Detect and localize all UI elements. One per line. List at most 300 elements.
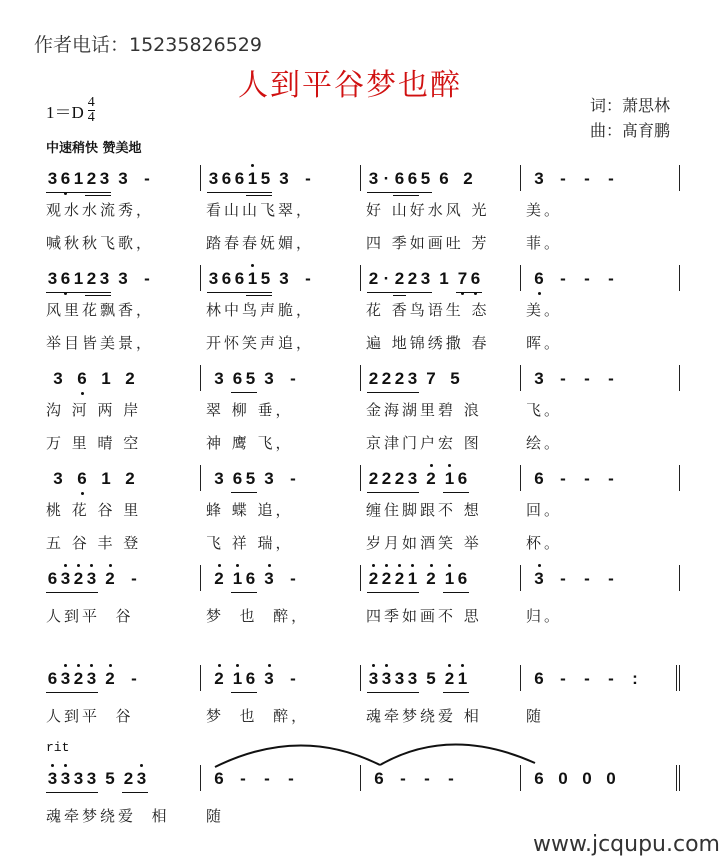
note-digit: 2 xyxy=(426,469,436,488)
note-digit: 3 xyxy=(99,269,110,288)
lyricist: 词：萧思林 xyxy=(590,96,671,115)
note xyxy=(527,469,551,491)
note-digit: - xyxy=(584,369,590,388)
lyric: 喊秋秋飞歌， xyxy=(46,234,155,252)
note-digit: - xyxy=(584,569,590,588)
system xyxy=(40,365,690,457)
note xyxy=(551,269,575,291)
note-digit: 2 xyxy=(444,669,455,688)
octave-dot xyxy=(448,564,451,567)
lyric: 梦 也 醉， xyxy=(206,707,310,725)
note xyxy=(231,669,244,691)
note xyxy=(85,269,98,291)
note-digit: 3 xyxy=(264,669,274,688)
note-digit: 3 xyxy=(118,269,128,288)
note xyxy=(59,769,72,791)
note-digit: 2 xyxy=(381,369,392,388)
note-digit: 1 xyxy=(232,569,243,588)
note xyxy=(207,269,220,291)
note xyxy=(220,269,233,291)
note xyxy=(575,669,599,691)
note xyxy=(551,369,575,391)
octave-dot xyxy=(372,664,375,667)
note xyxy=(231,569,244,591)
lyric: 金海湖里碧 浪 xyxy=(366,401,482,419)
lyric: 晖。 xyxy=(526,334,563,352)
note-digit: 6 xyxy=(374,769,384,788)
lyric: 梦 也 醉， xyxy=(206,607,310,625)
note-digit: · xyxy=(383,169,390,188)
note-digit: 2 xyxy=(463,169,473,188)
note xyxy=(46,369,70,391)
note-digit: 5 xyxy=(105,769,115,788)
note-digit: 3 xyxy=(407,669,418,688)
measure xyxy=(40,665,200,691)
note xyxy=(244,569,257,591)
note-digit: 2 xyxy=(86,169,97,188)
note xyxy=(456,569,469,591)
note-digit: 0 xyxy=(606,769,616,788)
note xyxy=(527,369,551,391)
note-digit: 3 xyxy=(53,369,63,388)
octave-dot xyxy=(251,164,254,167)
note-digit: : xyxy=(632,669,638,688)
note-digit: 6 xyxy=(77,469,87,488)
note xyxy=(231,469,244,491)
octave-dot xyxy=(109,664,112,667)
measure xyxy=(360,565,520,591)
octave-dot xyxy=(90,564,93,567)
note xyxy=(551,469,575,491)
note xyxy=(259,269,272,291)
lyric: 魂牵梦绕爱 相 xyxy=(46,807,170,825)
lyric: 观水水流秀， xyxy=(46,201,155,219)
note xyxy=(85,569,98,591)
note-digit: 3 xyxy=(264,369,274,388)
note xyxy=(296,269,320,291)
note-digit: 1 xyxy=(247,269,258,288)
lyric: 四 季如画吐 芳 xyxy=(366,234,490,252)
note-digit: 3 xyxy=(47,269,58,288)
note xyxy=(575,769,599,791)
lyric: 翠 柳 垂， xyxy=(206,401,294,419)
measure xyxy=(360,365,520,391)
note-digit: 2 xyxy=(214,669,224,688)
note xyxy=(72,169,85,191)
note xyxy=(118,469,142,491)
measure xyxy=(360,665,520,691)
note-digit: 3 xyxy=(99,169,110,188)
note-digit: 1 xyxy=(407,569,418,588)
note-digit: 5 xyxy=(450,369,460,388)
note-digit: 2 xyxy=(105,669,115,688)
note-digit: 6 xyxy=(60,269,71,288)
octave-dot xyxy=(77,564,80,567)
measure xyxy=(200,365,360,391)
tie xyxy=(215,745,380,767)
note xyxy=(233,169,246,191)
note xyxy=(257,369,281,391)
note-digit: 6 xyxy=(214,769,224,788)
note xyxy=(551,769,575,791)
note xyxy=(207,569,231,591)
note xyxy=(380,369,393,391)
note-digit: 3 xyxy=(118,169,128,188)
note xyxy=(122,669,146,691)
note xyxy=(367,769,391,791)
octave-dot xyxy=(474,292,477,295)
note-digit: - xyxy=(290,669,296,688)
lyric: 遍 地锦绣撒 春 xyxy=(366,334,490,352)
note xyxy=(439,769,463,791)
song-title: 人到平谷梦也醉 xyxy=(238,68,462,103)
note-digit: - xyxy=(584,269,590,288)
note-digit: 1 xyxy=(232,669,243,688)
note-digit: 2 xyxy=(381,569,392,588)
note-digit: 3 xyxy=(60,769,71,788)
note-digit: - xyxy=(584,169,590,188)
lyric: 绘。 xyxy=(526,434,563,452)
system xyxy=(40,765,690,830)
note xyxy=(246,169,259,191)
note xyxy=(244,469,257,491)
note-digit: 3 xyxy=(264,569,274,588)
note-digit: - xyxy=(608,269,614,288)
note-digit: - xyxy=(584,469,590,488)
note xyxy=(59,269,72,291)
note-digit: 6 xyxy=(245,669,256,688)
note xyxy=(469,269,482,291)
note-digit: 2 xyxy=(426,569,436,588)
measure xyxy=(200,465,360,491)
measure xyxy=(40,365,200,391)
lyric: 岁月如酒笑 举 xyxy=(366,534,482,552)
note xyxy=(72,669,85,691)
note xyxy=(72,569,85,591)
note xyxy=(527,769,551,791)
tempo-marking: 中速稍快 赞美地 xyxy=(46,141,142,156)
lyric: 缠住脚跟不 想 xyxy=(366,501,482,519)
note xyxy=(244,369,257,391)
lyric: 桃 花 谷 里 xyxy=(46,501,142,519)
note-digit: 2 xyxy=(86,269,97,288)
octave-dot xyxy=(90,664,93,667)
staff xyxy=(40,165,690,191)
octave-dot xyxy=(236,564,239,567)
measure xyxy=(520,565,680,591)
note xyxy=(575,569,599,591)
lyrics-row xyxy=(40,332,690,357)
note-digit: 1 xyxy=(247,169,258,188)
key-signature xyxy=(46,96,95,125)
note-digit: 3 xyxy=(381,669,392,688)
lyric: 蜂 蝶 追， xyxy=(206,501,294,519)
note-digit: 3 xyxy=(47,769,58,788)
lyric: 万 里 晴 空 xyxy=(46,434,142,452)
note-digit: 6 xyxy=(234,169,245,188)
note xyxy=(46,169,59,191)
note xyxy=(406,669,419,691)
note-digit: 6 xyxy=(439,169,449,188)
lyrics-row xyxy=(40,199,690,224)
note xyxy=(380,569,393,591)
note-digit: 2 xyxy=(368,269,379,288)
note-digit: - xyxy=(305,169,311,188)
credits xyxy=(590,93,670,143)
note-digit: 0 xyxy=(582,769,592,788)
octave-dot xyxy=(448,664,451,667)
ritardando-marking: rit xyxy=(46,740,70,755)
note xyxy=(281,469,305,491)
lyric: 花 香鸟语生 态 xyxy=(366,301,490,319)
octave-dot xyxy=(398,564,401,567)
note xyxy=(456,669,469,691)
octave-dot xyxy=(385,664,388,667)
note xyxy=(46,569,59,591)
note xyxy=(255,769,279,791)
note-digit: - xyxy=(305,269,311,288)
note xyxy=(85,669,98,691)
note xyxy=(367,369,380,391)
lyric: 四季如画不 思 xyxy=(366,607,482,625)
note-digit: - xyxy=(400,769,406,788)
note xyxy=(257,569,281,591)
staff xyxy=(40,665,690,691)
lyrics-row xyxy=(40,805,690,830)
note xyxy=(443,569,456,591)
note xyxy=(456,469,469,491)
note xyxy=(85,169,98,191)
note xyxy=(220,169,233,191)
note-digit: 3 xyxy=(407,369,418,388)
note-digit: 3 xyxy=(279,169,289,188)
note xyxy=(135,169,159,191)
measure xyxy=(360,265,520,291)
note-digit: 3 xyxy=(534,169,544,188)
lyric: 飞。 xyxy=(526,401,563,419)
lyric: 开怀笑声追， xyxy=(206,334,315,352)
staff xyxy=(40,365,690,391)
note-digit: 3 xyxy=(534,569,544,588)
note xyxy=(406,169,419,191)
note xyxy=(380,169,393,191)
measure xyxy=(360,765,520,791)
measure xyxy=(40,565,200,591)
lyric: 菲。 xyxy=(526,234,563,252)
note xyxy=(575,369,599,391)
note-digit: 6 xyxy=(232,469,243,488)
lyrics-row xyxy=(40,705,690,730)
note-digit: 2 xyxy=(123,769,134,788)
octave-dot xyxy=(430,464,433,467)
note-digit: 6 xyxy=(245,569,256,588)
octave-dot xyxy=(81,492,84,495)
lyric: 举目皆美景， xyxy=(46,334,155,352)
note-digit: 6 xyxy=(234,269,245,288)
lyric: 人到平 谷 xyxy=(46,607,134,625)
lyric: 看山山飞翠， xyxy=(206,201,315,219)
system xyxy=(40,165,690,257)
note-digit: 3 xyxy=(86,569,97,588)
note-digit: 2 xyxy=(368,569,379,588)
note xyxy=(456,269,469,291)
note-digit: 3 xyxy=(86,669,97,688)
note xyxy=(380,269,393,291)
note-digit: 1 xyxy=(101,369,111,388)
lyric: 杯。 xyxy=(526,534,563,552)
note-digit: 3 xyxy=(60,669,71,688)
note xyxy=(551,669,575,691)
note xyxy=(599,569,623,591)
note-digit: 3 xyxy=(73,769,84,788)
time-bottom: 4 xyxy=(87,110,95,125)
note xyxy=(575,169,599,191)
note-digit: - xyxy=(560,369,566,388)
note-digit: 5 xyxy=(420,169,431,188)
note-digit: 1 xyxy=(73,269,84,288)
octave-dot xyxy=(64,564,67,567)
note xyxy=(46,469,70,491)
note xyxy=(94,369,118,391)
note-digit: 6 xyxy=(534,469,544,488)
note-digit: 6 xyxy=(534,269,544,288)
watermark: www.jcqupu.com xyxy=(533,832,720,857)
octave-dot xyxy=(372,564,375,567)
note xyxy=(122,569,146,591)
measure xyxy=(40,465,200,491)
lyric: 回。 xyxy=(526,501,563,519)
octave-dot xyxy=(385,564,388,567)
note xyxy=(406,469,419,491)
note-digit: 3 xyxy=(214,469,224,488)
lyric: 归。 xyxy=(526,607,563,625)
note-digit: 5 xyxy=(260,169,271,188)
note-digit: 2 xyxy=(394,269,405,288)
time-signature xyxy=(88,96,95,125)
note-digit: 6 xyxy=(470,269,481,288)
note-digit: 6 xyxy=(47,569,58,588)
note xyxy=(432,269,456,291)
note-digit: 2 xyxy=(394,369,405,388)
note xyxy=(527,669,551,691)
lyric: 风里花飘香， xyxy=(46,301,155,319)
note-digit: 0 xyxy=(558,769,568,788)
note-digit: 3 xyxy=(368,169,379,188)
note xyxy=(367,169,380,191)
note-digit: - xyxy=(131,669,137,688)
note-digit: 3 xyxy=(279,269,289,288)
note-digit: 6 xyxy=(534,769,544,788)
octave-dot xyxy=(64,292,67,295)
octave-dot xyxy=(51,764,54,767)
note-digit: 2 xyxy=(368,469,379,488)
note xyxy=(623,669,647,691)
note-digit: 6 xyxy=(534,669,544,688)
octave-dot xyxy=(109,564,112,567)
note xyxy=(281,669,305,691)
note xyxy=(415,769,439,791)
note xyxy=(419,469,443,491)
note xyxy=(231,769,255,791)
note xyxy=(98,769,122,791)
note xyxy=(391,769,415,791)
note xyxy=(419,269,432,291)
measure xyxy=(40,765,200,791)
lyric: 踏春春妩媚， xyxy=(206,234,315,252)
note xyxy=(393,369,406,391)
composer: 曲：髙育鹏 xyxy=(590,121,671,140)
note xyxy=(207,469,231,491)
note xyxy=(367,669,380,691)
note-digit: 3 xyxy=(407,469,418,488)
octave-dot xyxy=(461,292,464,295)
note-digit: 3 xyxy=(53,469,63,488)
note xyxy=(527,569,551,591)
time-top: 4 xyxy=(87,95,95,110)
key: 1＝D xyxy=(46,103,84,122)
note xyxy=(111,269,135,291)
octave-dot xyxy=(268,664,271,667)
lyric: 沟 河 两 岸 xyxy=(46,401,142,419)
note-digit: · xyxy=(383,269,390,288)
octave-dot xyxy=(251,264,254,267)
note-digit: 6 xyxy=(394,169,405,188)
note-digit: - xyxy=(264,769,270,788)
note-digit: - xyxy=(144,269,150,288)
note xyxy=(279,769,303,791)
note xyxy=(135,769,148,791)
note xyxy=(599,369,623,391)
system xyxy=(40,265,690,357)
note xyxy=(527,169,551,191)
note-digit: 2 xyxy=(73,669,84,688)
note-digit: 6 xyxy=(77,369,87,388)
octave-dot xyxy=(64,764,67,767)
note xyxy=(259,169,272,191)
note xyxy=(59,169,72,191)
note-digit: 3 xyxy=(60,569,71,588)
note-digit: 2 xyxy=(73,569,84,588)
note-digit: 1 xyxy=(444,569,455,588)
note-digit: - xyxy=(560,469,566,488)
octave-dot xyxy=(64,192,67,195)
note xyxy=(443,369,467,391)
note-digit: - xyxy=(608,669,614,688)
staff xyxy=(40,265,690,291)
note-digit: 3 xyxy=(208,169,219,188)
note-digit: 2 xyxy=(125,469,135,488)
note-digit: 1 xyxy=(457,669,468,688)
note xyxy=(94,469,118,491)
note-digit: 3 xyxy=(420,269,431,288)
note xyxy=(393,569,406,591)
note-digit: 6 xyxy=(407,169,418,188)
note xyxy=(272,169,296,191)
lyric: 好 山好水风 光 xyxy=(366,201,490,219)
note xyxy=(72,769,85,791)
lyrics-row xyxy=(40,532,690,557)
note-digit: 6 xyxy=(457,569,468,588)
measure xyxy=(360,465,520,491)
author-phone: 作者电话：15235826529 xyxy=(34,34,262,56)
note xyxy=(118,369,142,391)
note-digit: 1 xyxy=(444,469,455,488)
note xyxy=(380,469,393,491)
note-digit: 2 xyxy=(394,569,405,588)
note xyxy=(272,269,296,291)
note-digit: - xyxy=(560,169,566,188)
note xyxy=(207,669,231,691)
